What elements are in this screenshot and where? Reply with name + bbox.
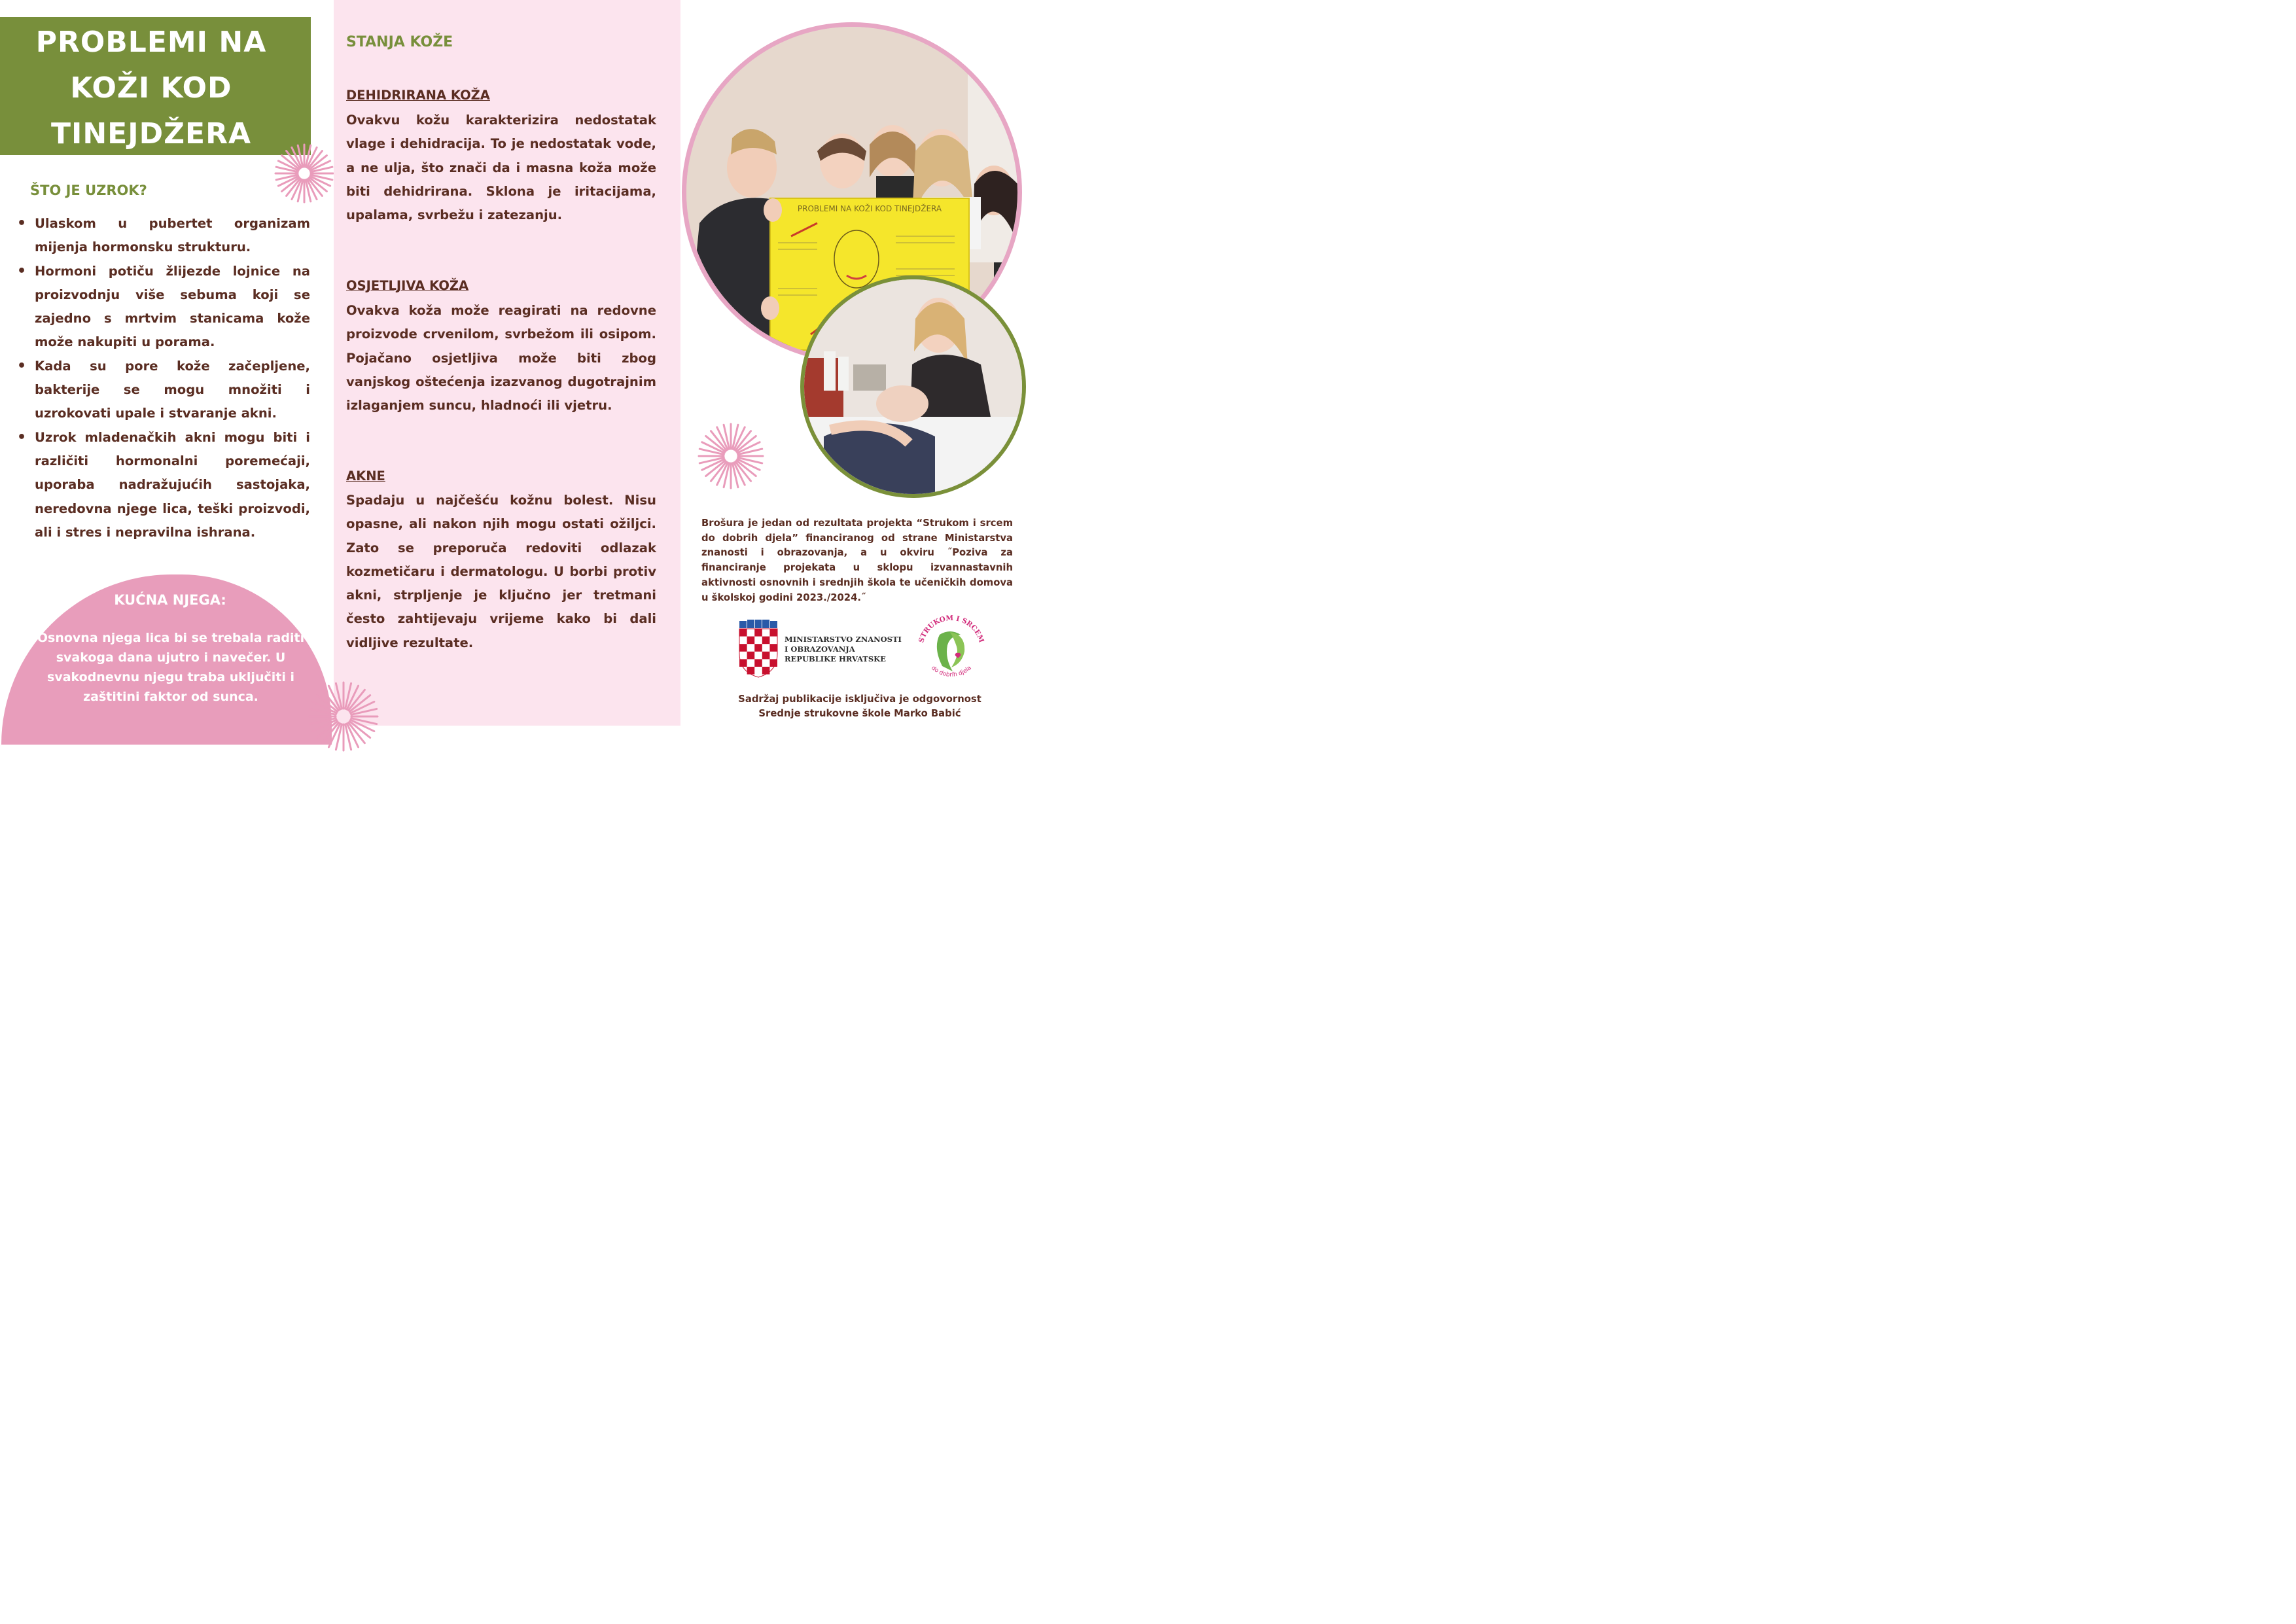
title-banner [0, 17, 311, 155]
list-item: • Kada su pore kože začepljene, bakterije se mogu množiti i uzrokovati upale i stvaranje akni. [14, 355, 310, 426]
section-text-sensitive: Ovakva koža može reagirati na redovne proizvode crvenilom, svrbežom ili osipom. Pojačano osjetljiva može biti zbog vanjskog oštećenja izazvanog dugotrajnim izlaganjem suncu, hladnoći ili vjetru. [346, 303, 656, 414]
list-item: • Ulaskom u pubertet organizam mijenja hormonsku strukturu. [14, 212, 310, 260]
footer-note [701, 692, 1018, 721]
ministry-name-line-2: I OBRAZOVANJA [785, 644, 855, 654]
title-line-3: TINEJDŽERA [50, 117, 252, 150]
burst-decoration-top [274, 143, 335, 204]
list-item: • Uzrok mladenačkih akni mogu biti i različiti hormonalni poremećaji, uporaba nadražujućih sastojaka, neredovna njege lica, teški proizvodi, ali i stres i nepravilna ishrana. [14, 426, 310, 544]
strukom-i-srcem-logo [913, 609, 989, 682]
footer-line-2: Srednje strukovne škole Marko Babić [758, 708, 961, 719]
croatian-coat-of-arms-icon [737, 620, 780, 679]
ministry-name-line-3: REPUBLIKE HRVATSKE [785, 654, 886, 663]
home-care-text: Osnovna njega lica bi se trebala raditi svakoga dana ujutro i navečer. U svakodnevnu njegu traba uključiti i zaštitini faktor od sunca. [37, 631, 305, 704]
section-text-acne: Spadaju u najčešću kožnu bolest. Nisu opasne, ali nakon njih mogu ostati ožiljci. Zato se preporuča redoviti odlazak kozmetičaru i dermatologu. U borbi protiv akni, strpljenje je ključno jer tretmani često zahtijevaju vrijeme kako bi dali vidljive rezultate. [346, 493, 656, 650]
logo-top-text: STRUKOM I SRCEM [917, 614, 985, 644]
footer-line-1: Sadržaj publikacije isključiva je odgovornost [738, 694, 981, 705]
title-line-1: PROBLEMI NA [35, 26, 267, 59]
title-line-2: KOŽI KOD [70, 71, 232, 105]
section-title-dehydrated: DEHIDRIRANA KOŽA [346, 88, 490, 103]
skin-states-heading: STANJA KOŽE [346, 34, 453, 50]
list-item: • Hormoni potiču žlijezde lojnice na proizvodnju više sebuma koji se zajedno s mrtvim stanicama kože može nakupiti u porama. [14, 260, 310, 355]
section-title-acne: AKNE [346, 468, 385, 484]
burst-decoration-bottom [308, 680, 380, 752]
treatment-photo-illustration [804, 279, 1022, 494]
logo-bottom-text: do dobrih djela [930, 665, 973, 679]
section-text-dehydrated: Ovakvu kožu karakterizira nedostatak vlage i dehidracija. To je nedostatak vode, a ne ulja, što znači da i masna koža može biti dehidrirana. Sklona je iritacijama, upalama, svrbežu i zatezanju. [346, 113, 656, 223]
section-title-sensitive: OSJETLJIVA KOŽA [346, 278, 469, 293]
cause-heading: ŠTO JE UZROK? [30, 183, 147, 198]
cause-list [14, 212, 310, 544]
home-care-heading: KUĆNA NJEGA: [114, 592, 226, 608]
poster-title: PROBLEMI NA KOŽI KOD TINEJDŽERA [797, 204, 942, 213]
ministry-name [785, 635, 902, 664]
project-note: Brošura je jedan od rezultata projekta “Strukom i srcem do dobrih djela” financiranog od strane Ministarstva znanosti i obrazovanja, a u okviru ˝Poziva za financiranje projekata u sklopu izvannastavnih aktivnosti osnovnih i srednjih škola te učeničkih domova u školskoj godini 2023./2024.˝ [701, 518, 1013, 603]
treatment-photo [800, 275, 1026, 498]
ministry-name-line-1: MINISTARSTVO ZNANOSTI [785, 635, 902, 644]
burst-decoration-right [697, 422, 765, 490]
